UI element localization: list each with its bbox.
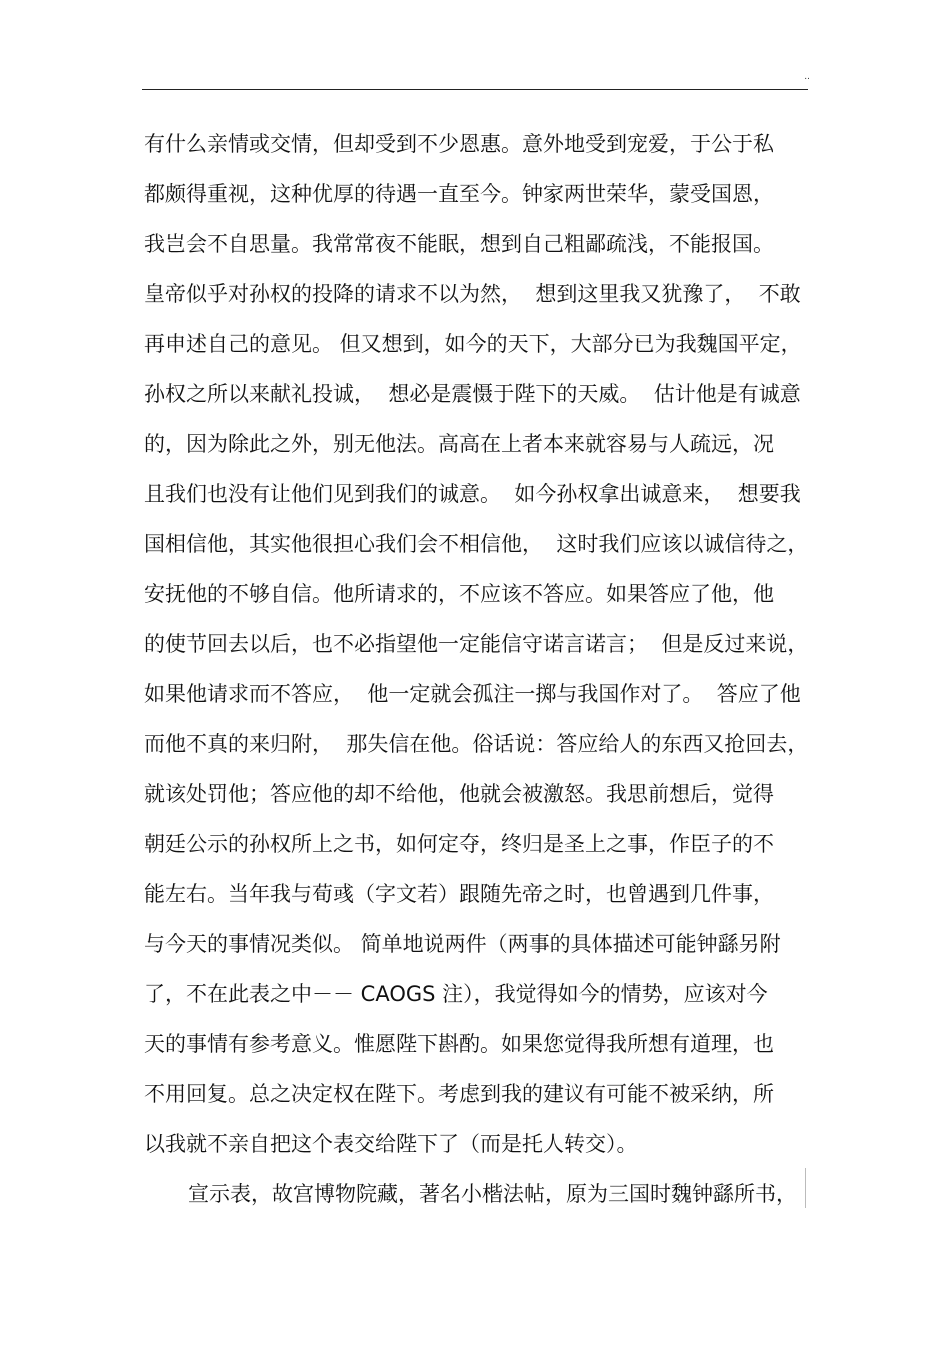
right-margin-bar bbox=[805, 1168, 806, 1208]
paragraph-start-line: 宣示表，故宫博物院藏，著名小楷法帖，原为三国时魏钟繇所书， bbox=[188, 1182, 797, 1206]
text-line: 安抚他的不够自信。他所请求的，不应该不答应。如果答应了他，他 bbox=[144, 582, 774, 606]
text-line: 而他不真的来归附， 那失信在他。俗话说：答应给人的东西又抢回去， bbox=[144, 732, 809, 756]
text-line: 的使节回去以后，也不必指望他一定能信守诺言诺言； 但是反过来说， bbox=[144, 632, 809, 656]
text-line: 且我们也没有让他们见到我们的诚意。 如今孙权拿出诚意来， 想要我 bbox=[144, 482, 801, 506]
page-header-mark: .. bbox=[804, 72, 810, 82]
text-line: 国相信他，其实他很担心我们会不相信他， 这时我们应该以诚信待之， bbox=[144, 532, 809, 556]
text-line: 孙权之所以来献礼投诚， 想必是震慑于陛下的天威。 估计他是有诚意 bbox=[144, 382, 801, 406]
text-line: 有什么亲情或交情，但却受到不少恩惠。意外地受到宠爱，于公于私 bbox=[144, 132, 774, 156]
document-body bbox=[144, 121, 816, 1221]
text-line: 了，不在此表之中－－ CAOGS 注），我觉得如今的情势，应该对今 bbox=[144, 982, 768, 1006]
header-rule bbox=[142, 89, 808, 90]
text-line: 朝廷公示的孙权所上之书，如何定夺，终归是圣上之事，作臣子的不 bbox=[144, 832, 774, 856]
text-line: 皇帝似乎对孙权的投降的请求不以为然， 想到这里我又犹豫了， 不敢 bbox=[144, 282, 801, 306]
text-line: 不用回复。总之决定权在陛下。考虑到我的建议有可能不被采纳，所 bbox=[144, 1082, 774, 1106]
text-line: 都颇得重视，这种优厚的待遇一直至今。钟家两世荣华，蒙受国恩， bbox=[144, 182, 774, 206]
text-line: 我岂会不自思量。我常常夜不能眠，想到自己粗鄙疏浅，不能报国。 bbox=[144, 232, 774, 256]
text-line: 再申述自己的意见。 但又想到，如今的天下，大部分已为我魏国平定， bbox=[144, 332, 802, 356]
text-line: 就该处罚他；答应他的却不给他，他就会被激怒。我思前想后，觉得 bbox=[144, 782, 774, 806]
text-line: 天的事情有参考意义。惟愿陛下斟酌。如果您觉得我所想有道理，也 bbox=[144, 1032, 774, 1056]
text-line: 的，因为除此之外，别无他法。高高在上者本来就容易与人疏远，况 bbox=[144, 432, 774, 456]
text-line: 能左右。当年我与荀彧（字文若）跟随先帝之时，也曾遇到几件事， bbox=[144, 882, 774, 906]
text-line: 如果他请求而不答应， 他一定就会孤注一掷与我国作对了。 答应了他 bbox=[144, 682, 801, 706]
text-line: 以我就不亲自把这个表交给陛下了（而是托人转交）。 bbox=[144, 1132, 638, 1156]
text-line: 与今天的事情况类似。 简单地说两件（两事的具体描述可能钟繇另附 bbox=[144, 932, 781, 956]
